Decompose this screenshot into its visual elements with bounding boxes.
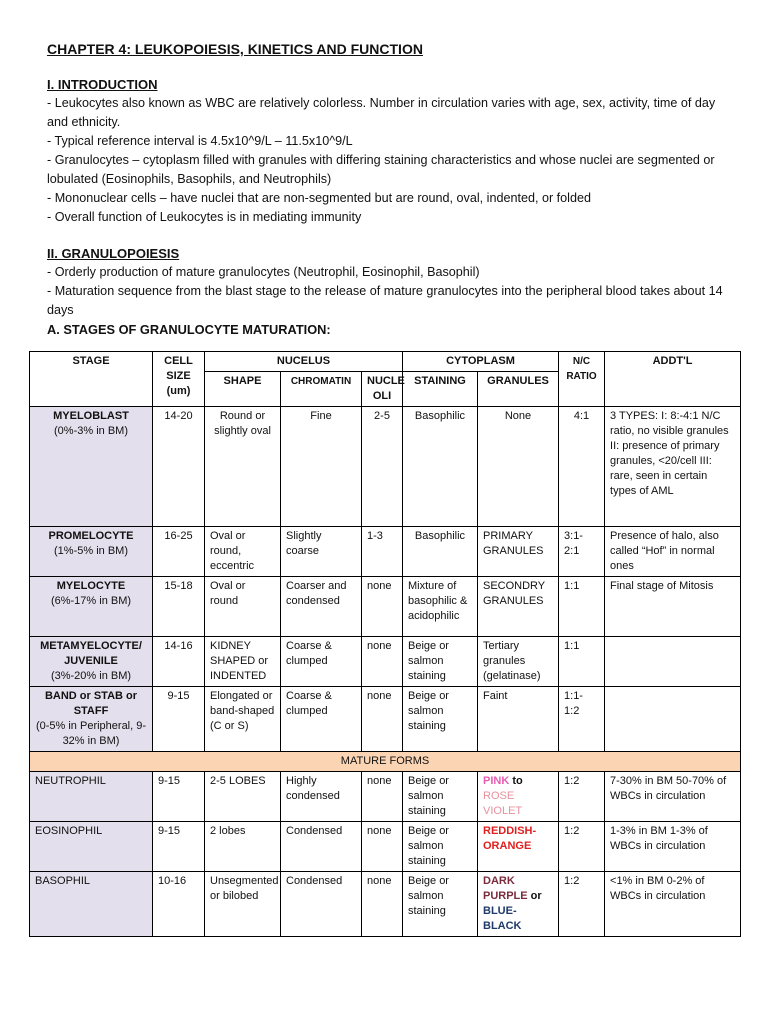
nucleus-shape: 2-5 LOBES [205,772,281,822]
granulopoiesis-line: - Orderly production of mature granulocytes (Neutrophil, Eosinophil, Basophil) [47,265,480,279]
cell-size: 15-18 [153,577,205,637]
table-header-row [30,352,741,372]
maturation-subheading: A. STAGES OF GRANULOCYTE MATURATION: [47,322,331,337]
nc-ratio: 1:1 [559,637,605,687]
nucleus-shape: Oval or round, eccentric [205,527,281,577]
stage-percent: (0%-3% in BM) [54,425,128,437]
col-header-nucleoli: NUCLE OLI [362,372,403,407]
granule-color-reddish-orange: REDDISH-ORANGE [483,825,537,852]
nucleoli: 2-5 [362,407,403,527]
intro-line: - Leukocytes also known as WBC are relatively colorless. Number in circulation varies with age, sex, activity, time of day and ethnicity. [47,96,716,129]
nucleoli: none [362,822,403,872]
additional-notes: <1% in BM 0-2% of WBCs in circulation [605,872,741,937]
chromatin: Highly condensed [281,772,362,822]
granules [478,772,559,822]
nucleus-shape: KIDNEY SHAPED or INDENTED [205,637,281,687]
granules: None [478,407,559,527]
cell-size: 16-25 [153,527,205,577]
table-row [30,527,741,577]
cell-size: 9-15 [153,687,205,752]
granule-connector: or [527,890,542,902]
chromatin: Condensed [281,872,362,937]
stage-percent: (1%-5% in BM) [54,545,128,557]
nucleus-shape: Oval or round [205,577,281,637]
stage-name: METAMYELOCYTE/ JUVENILE [40,640,142,667]
mature-forms-label: MATURE FORMS [30,752,741,772]
stage-percent: (0-5% in Peripheral, 9-32% in BM) [35,720,147,747]
col-header-stage: STAGE [30,352,153,407]
granulocyte-maturation-table [29,351,741,937]
granules: Faint [478,687,559,752]
col-header-nucleus: NUCELUS [205,352,403,372]
stage-cell [30,577,153,637]
table-row [30,872,741,937]
nucleoli: none [362,687,403,752]
nucleoli: none [362,872,403,937]
granules: SECONDRY GRANULES [478,577,559,637]
mature-forms-band [30,752,741,772]
col-header-granules: GRANULES [478,372,559,407]
staining: Basophilic [403,527,478,577]
granule-connector: to [509,775,523,787]
mature-stage-name: BASOPHIL [30,872,153,937]
stage-cell [30,407,153,527]
table-row [30,407,741,527]
staining: Beige or salmon staining [403,822,478,872]
stage-percent: (3%-20% in BM) [50,670,132,682]
nucleus-shape: 2 lobes [205,822,281,872]
granules [478,872,559,937]
intro-line: - Mononuclear cells – have nuclei that are non-segmented but are round, oval, indented, or folded [47,191,591,205]
table-row [30,637,741,687]
stage-name: MYELOBLAST [53,410,129,422]
mature-stage-name: NEUTROPHIL [30,772,153,822]
granules: Tertiary granules (gelatinase) [478,637,559,687]
chromatin: Coarse & clumped [281,687,362,752]
additional-notes: Final stage of Mitosis [605,577,741,637]
col-header-cytoplasm: CYTOPLASM [403,352,559,372]
table-row [30,772,741,822]
intro-line: - Overall function of Leukocytes is in mediating immunity [47,210,362,224]
chromatin: Coarse & clumped [281,637,362,687]
nucleoli: none [362,772,403,822]
staining: Mixture of basophilic & acidophilic [403,577,478,637]
nc-ratio: 3:1- 2:1 [559,527,605,577]
chromatin: Slightly coarse [281,527,362,577]
additional-notes [605,687,741,752]
cell-size: 9-15 [153,822,205,872]
intro-line: - Typical reference interval is 4.5x10^9/L – 11.5x10^9/L [47,134,353,148]
col-header-chromatin: CHROMATIN [281,372,362,407]
additional-notes: 7-30% in BM 50-70% of WBCs in circulation [605,772,741,822]
table-row [30,577,741,637]
mature-stage-name: EOSINOPHIL [30,822,153,872]
col-header-cell-size: CELL SIZE (um) [153,352,205,407]
intro-line: - Granulocytes – cytoplasm filled with granules with differing staining characteristics and whose nuclei are segmented or lobulated (Eosinophils, Basophils, and Neutrophils) [47,153,715,186]
cell-size: 14-20 [153,407,205,527]
granules: PRIMARY GRANULES [478,527,559,577]
nc-ratio: 1:1 [559,577,605,637]
granulopoiesis-heading: II. GRANULOPOIESIS [47,246,180,261]
nucleoli: none [362,577,403,637]
additional-notes: Presence of halo, also called “Hof” in normal ones [605,527,741,577]
nucleoli: none [362,637,403,687]
nucleus-shape: Elongated or band-shaped (C or S) [205,687,281,752]
stage-name: PROMELOCYTE [48,530,134,542]
granules [478,822,559,872]
additional-notes: 1-3% in BM 1-3% of WBCs in circulation [605,822,741,872]
stage-cell [30,637,153,687]
nucleus-shape: Round or slightly oval [205,407,281,527]
nc-ratio: 1:1- 1:2 [559,687,605,752]
table-row [30,687,741,752]
granule-color-dark-purple: DARK PURPLE [483,875,528,902]
additional-notes [605,637,741,687]
nc-ratio: 1:2 [559,772,605,822]
nc-ratio: 1:2 [559,822,605,872]
staining: Beige or salmon staining [403,872,478,937]
nucleus-shape: Unsegmented or bilobed [205,872,281,937]
stage-cell [30,687,153,752]
stage-name: MYELOCYTE [56,580,126,592]
staining: Beige or salmon staining [403,772,478,822]
additional-notes: 3 TYPES: I: 8:-4:1 N/C ratio, no visible granules II: presence of primary granules, <20/cell III: rare, seen in certain types of AML [605,407,741,527]
cell-size: 10-16 [153,872,205,937]
stage-percent: (6%-17% in BM) [50,595,132,607]
granule-color-pink: PINK [483,775,510,787]
table-row [30,822,741,872]
intro-heading: I. INTRODUCTION [47,77,158,92]
col-header-staining: STAINING [403,372,478,407]
nc-ratio: 1:2 [559,872,605,937]
document-page [47,40,727,347]
cell-size: 9-15 [153,772,205,822]
chromatin: Fine [281,407,362,527]
chapter-title: CHAPTER 4: LEUKOPOIESIS, KINETICS AND FUNCTION [47,41,423,57]
col-header-nc-ratio: N/C RATIO [559,352,605,407]
nucleoli: 1-3 [362,527,403,577]
granule-color-blue-black: BLUE-BLACK [483,905,522,932]
granulopoiesis-line: - Maturation sequence from the blast stage to the release of mature granulocytes into the peripheral blood takes about 14 days [47,284,723,317]
col-header-shape: SHAPE [205,372,281,407]
col-header-addtl: ADDT'L [605,352,741,407]
stage-cell [30,527,153,577]
stage-name: BAND or STAB or STAFF [44,690,138,717]
staining: Beige or salmon staining [403,687,478,752]
chromatin: Coarser and condensed [281,577,362,637]
chromatin: Condensed [281,822,362,872]
granule-color-rose-violet: ROSE VIOLET [483,790,523,817]
staining: Basophilic [403,407,478,527]
cell-size: 14-16 [153,637,205,687]
staining: Beige or salmon staining [403,637,478,687]
nc-ratio: 4:1 [559,407,605,527]
